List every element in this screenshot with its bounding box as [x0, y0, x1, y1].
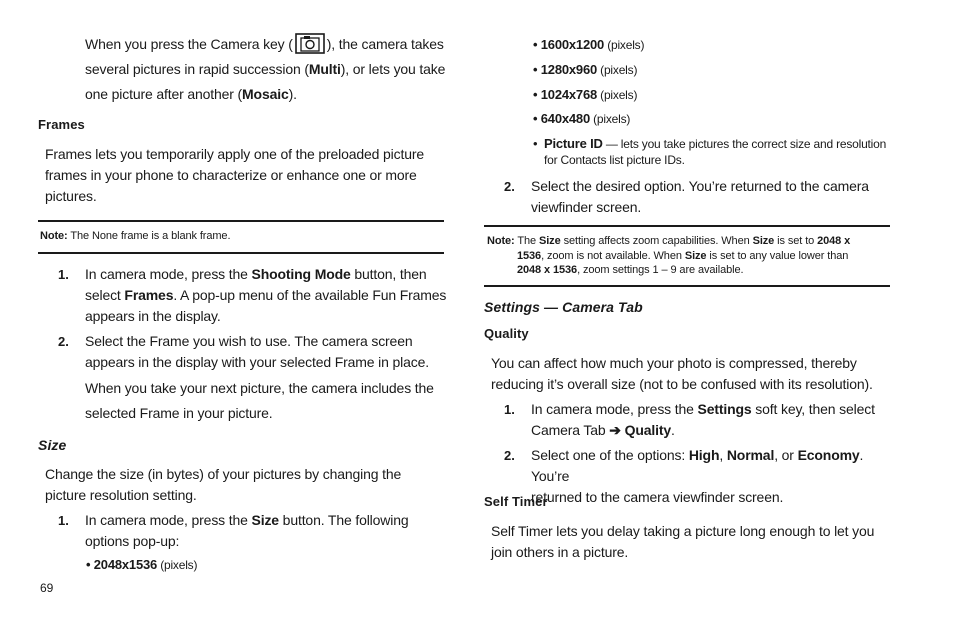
size-heading: Size [38, 437, 67, 453]
camera-icon [295, 33, 325, 54]
quality-paragraph: You can affect how much your photo is compressed, thereby reducing it’s overall size (not to be confused with its resolution). [491, 355, 873, 392]
quality-step-2: Select one of the options: High, Normal, or Economy. You’re returned to the camera viewfinder screen. [531, 447, 864, 505]
page-number: 69 [40, 581, 54, 595]
size-option-item: • 2048x1536 (pixels) [86, 557, 198, 572]
picture-id-bullet: • [533, 136, 538, 151]
size-option-item: • 640x480 (pixels) [533, 111, 631, 126]
intro-line-3: one picture after another (Mosaic). [85, 86, 297, 102]
quality-heading: Quality [484, 326, 529, 341]
frames-heading: Frames [38, 117, 85, 132]
size-paragraph: Change the size (in bytes) of your pictures by changing the picture resolution setting. [45, 466, 402, 503]
frames-note-top-rule [38, 220, 444, 222]
picture-id-option: Picture ID — lets you take pictures the correct size and resolution for Contacts list picture IDs. [544, 136, 887, 167]
size-step-1-number: 1. [58, 513, 69, 528]
frames-note-bottom-rule [38, 252, 444, 254]
quality-step-2-number: 2. [504, 448, 515, 463]
self-timer-paragraph: Self Timer lets you delay taking a picture long enough to let you join others in a picture. [491, 523, 875, 560]
size-option-item: • 1600x1200 (pixels) [533, 37, 645, 52]
arrow-icon: ➔ [609, 422, 621, 438]
self-timer-heading: Self Timer [484, 494, 548, 509]
intro-line-2: several pictures in rapid succession (Multi), or lets you take [85, 61, 446, 77]
size-note-bottom-rule [484, 285, 890, 287]
quality-step-1-number: 1. [504, 402, 515, 417]
frames-step-1: In camera mode, press the Shooting Mode button, then select Frames. A pop-up menu of the available Fun Frames appears in the display. [85, 266, 447, 324]
size-step-2: Select the desired option. You’re returned to the camera viewfinder screen. [531, 178, 869, 215]
frames-step-2-continued: When you take your next picture, the camera includes the selected Frame in your picture. [85, 380, 434, 421]
intro-line-1: When you press the Camera key ( ), the camera takes [85, 32, 455, 57]
size-option-item: • 1024x768 (pixels) [533, 87, 638, 102]
quality-step-1: In camera mode, press the Settings soft key, then select Camera Tab ➔ Quality. [531, 401, 875, 438]
frames-note: Note: The None frame is a blank frame. [40, 230, 231, 242]
intro-paragraph [85, 32, 455, 107]
size-note: Note: The Size setting affects zoom capabilities. When Size is set to 2048 x 1536, zoom is not available. When Size is set to any value lower than 2048 x 1536, zoom settings 1 – 9 are available. [487, 235, 851, 276]
size-option-item: • 1280x960 (pixels) [533, 62, 638, 77]
size-note-top-rule [484, 225, 890, 227]
frames-step-2-number: 2. [58, 334, 69, 349]
size-step-2-number: 2. [504, 179, 515, 194]
frames-step-1-number: 1. [58, 267, 69, 282]
size-step-1: In camera mode, press the Size button. The following options pop-up: [85, 512, 409, 549]
settings-camera-tab-heading: Settings — Camera Tab [484, 299, 643, 315]
frames-step-2: Select the Frame you wish to use. The camera screen appears in the display with your selected Frame in place. [85, 333, 429, 370]
frames-paragraph: Frames lets you temporarily apply one of the preloaded picture frames in your phone to characterize or enhance one or more pictures. [45, 146, 425, 204]
